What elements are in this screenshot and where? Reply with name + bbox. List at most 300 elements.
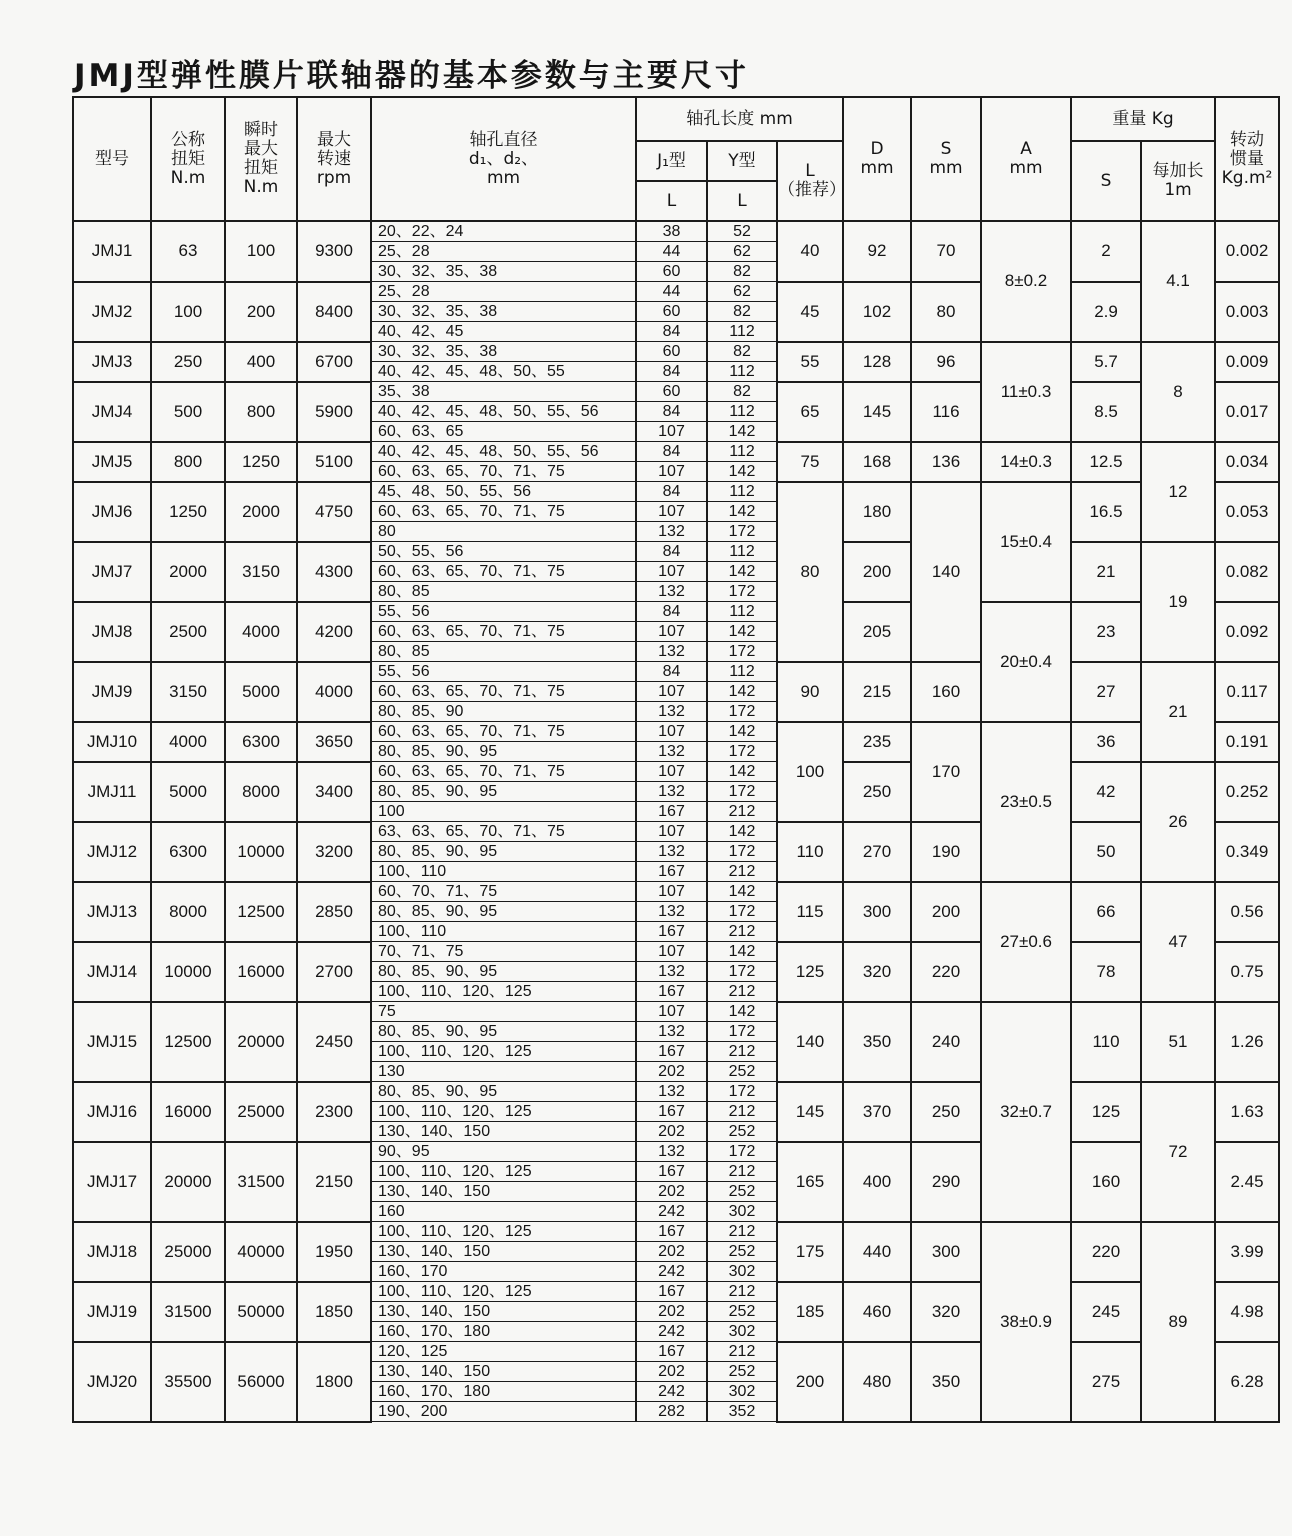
weight-S-cell: 66 [1071, 882, 1141, 942]
bore-diameter-cell: 160、170、180 [371, 1382, 636, 1402]
y-length-cell: 112 [707, 602, 777, 622]
table-row [73, 542, 1279, 562]
header-j1-L: L [636, 181, 707, 221]
D-cell: 128 [843, 342, 911, 382]
weight-per-m-cell: 47 [1141, 882, 1215, 1002]
j1-length-cell: 84 [636, 402, 707, 422]
bore-diameter-cell: 60、63、65、70、71、75 [371, 722, 636, 742]
y-length-cell: 172 [707, 642, 777, 662]
bore-diameter-cell: 100、110、120、125 [371, 982, 636, 1002]
bore-diameter-cell: 60、63、65、70、71、75 [371, 502, 636, 522]
y-length-cell: 142 [707, 882, 777, 902]
weight-per-m-cell: 8 [1141, 342, 1215, 442]
bore-diameter-cell: 60、63、65 [371, 422, 636, 442]
A-cell: 14±0.3 [981, 442, 1071, 482]
j1-length-cell: 60 [636, 382, 707, 402]
weight-S-cell: 21 [1071, 542, 1141, 602]
weight-S-cell: 16.5 [1071, 482, 1141, 542]
D-cell: 250 [843, 762, 911, 822]
weight-S-cell: 2 [1071, 221, 1141, 282]
L-recommended-cell: 140 [777, 1002, 843, 1082]
weight-S-cell: 8.5 [1071, 382, 1141, 442]
peak-torque-cell: 8000 [225, 762, 297, 822]
weight-S-cell: 160 [1071, 1142, 1141, 1222]
bore-diameter-cell: 60、63、65、70、71、75 [371, 462, 636, 482]
bore-diameter-cell: 100、110、120、125 [371, 1222, 636, 1242]
j1-length-cell: 132 [636, 1022, 707, 1042]
header-j1-type: J₁型 [636, 141, 707, 181]
L-recommended-cell: 110 [777, 822, 843, 882]
inertia-cell: 0.003 [1215, 282, 1279, 342]
peak-torque-cell: 12500 [225, 882, 297, 942]
bore-diameter-cell: 80、85、90、95 [371, 962, 636, 982]
nominal-torque-cell: 800 [151, 442, 225, 482]
A-cell: 15±0.4 [981, 482, 1071, 602]
weight-S-cell: 23 [1071, 602, 1141, 662]
j1-length-cell: 84 [636, 602, 707, 622]
S-cell: 160 [911, 662, 981, 722]
j1-length-cell: 107 [636, 722, 707, 742]
y-length-cell: 142 [707, 462, 777, 482]
peak-torque-cell: 1250 [225, 442, 297, 482]
bore-diameter-cell: 70、71、75 [371, 942, 636, 962]
weight-per-m-cell: 4.1 [1141, 221, 1215, 342]
L-recommended-cell: 55 [777, 342, 843, 382]
j1-length-cell: 167 [636, 802, 707, 822]
L-recommended-cell: 185 [777, 1282, 843, 1342]
y-length-cell: 302 [707, 1262, 777, 1282]
y-length-cell: 142 [707, 762, 777, 782]
j1-length-cell: 242 [636, 1382, 707, 1402]
weight-S-cell: 36 [1071, 722, 1141, 762]
weight-S-cell: 220 [1071, 1222, 1141, 1282]
table-row [73, 482, 1279, 502]
j1-length-cell: 202 [636, 1122, 707, 1142]
j1-length-cell: 107 [636, 762, 707, 782]
inertia-cell: 0.191 [1215, 722, 1279, 762]
inertia-cell: 0.002 [1215, 221, 1279, 282]
j1-length-cell: 107 [636, 682, 707, 702]
model-cell: JMJ12 [73, 822, 151, 882]
S-cell: 190 [911, 822, 981, 882]
nominal-torque-cell: 100 [151, 282, 225, 342]
j1-length-cell: 132 [636, 902, 707, 922]
y-length-cell: 62 [707, 242, 777, 262]
table-header [73, 97, 1279, 221]
bore-diameter-cell: 100、110、120、125 [371, 1162, 636, 1182]
nominal-torque-cell: 16000 [151, 1082, 225, 1142]
j1-length-cell: 132 [636, 582, 707, 602]
y-length-cell: 82 [707, 262, 777, 282]
bore-diameter-cell: 130、140、150 [371, 1242, 636, 1262]
bore-diameter-cell: 130、140、150 [371, 1362, 636, 1382]
A-cell: 27±0.6 [981, 882, 1071, 1002]
y-length-cell: 142 [707, 1002, 777, 1022]
bore-diameter-cell: 63、63、65、70、71、75 [371, 822, 636, 842]
max-speed-cell: 3650 [297, 722, 371, 762]
y-length-cell: 212 [707, 862, 777, 882]
max-speed-cell: 5100 [297, 442, 371, 482]
j1-length-cell: 202 [636, 1182, 707, 1202]
j1-length-cell: 107 [636, 1002, 707, 1022]
y-length-cell: 212 [707, 1102, 777, 1122]
j1-length-cell: 167 [636, 1222, 707, 1242]
max-speed-cell: 1800 [297, 1342, 371, 1422]
weight-S-cell: 125 [1071, 1082, 1141, 1142]
model-cell: JMJ2 [73, 282, 151, 342]
j1-length-cell: 132 [636, 702, 707, 722]
y-length-cell: 352 [707, 1402, 777, 1422]
model-cell: JMJ16 [73, 1082, 151, 1142]
y-length-cell: 112 [707, 482, 777, 502]
L-recommended-cell: 80 [777, 482, 843, 662]
nominal-torque-cell: 20000 [151, 1142, 225, 1222]
A-cell: 38±0.9 [981, 1222, 1071, 1422]
j1-length-cell: 60 [636, 262, 707, 282]
table-row [73, 1082, 1279, 1102]
bore-diameter-cell: 100 [371, 802, 636, 822]
bore-diameter-cell: 60、63、65、70、71、75 [371, 682, 636, 702]
D-cell: 460 [843, 1282, 911, 1342]
y-length-cell: 142 [707, 942, 777, 962]
max-speed-cell: 1950 [297, 1222, 371, 1282]
model-cell: JMJ19 [73, 1282, 151, 1342]
D-cell: 200 [843, 542, 911, 602]
bore-diameter-cell: 130 [371, 1062, 636, 1082]
y-length-cell: 142 [707, 422, 777, 442]
S-cell: 240 [911, 1002, 981, 1082]
D-cell: 400 [843, 1142, 911, 1222]
S-cell: 220 [911, 942, 981, 1002]
bore-diameter-cell: 30、32、35、38 [371, 262, 636, 282]
parameter-table-container [72, 96, 1278, 1423]
weight-per-m-cell: 12 [1141, 442, 1215, 542]
bore-diameter-cell: 60、63、65、70、71、75 [371, 622, 636, 642]
j1-length-cell: 242 [636, 1322, 707, 1342]
model-cell: JMJ3 [73, 342, 151, 382]
j1-length-cell: 107 [636, 422, 707, 442]
D-cell: 440 [843, 1222, 911, 1282]
table-row [73, 1282, 1279, 1302]
y-length-cell: 172 [707, 842, 777, 862]
weight-S-cell: 42 [1071, 762, 1141, 822]
inertia-cell: 1.63 [1215, 1082, 1279, 1142]
bore-diameter-cell: 30、32、35、38 [371, 302, 636, 322]
j1-length-cell: 60 [636, 302, 707, 322]
table-row [73, 342, 1279, 362]
header-peak-torque: 瞬时 最大 扭矩 N.m [225, 97, 297, 221]
A-cell: 23±0.5 [981, 722, 1071, 882]
bore-diameter-cell: 160、170 [371, 1262, 636, 1282]
D-cell: 145 [843, 382, 911, 442]
S-cell: 300 [911, 1222, 981, 1282]
j1-length-cell: 202 [636, 1362, 707, 1382]
y-length-cell: 212 [707, 982, 777, 1002]
peak-torque-cell: 40000 [225, 1222, 297, 1282]
bore-diameter-cell: 90、95 [371, 1142, 636, 1162]
nominal-torque-cell: 250 [151, 342, 225, 382]
S-cell: 250 [911, 1082, 981, 1142]
y-length-cell: 112 [707, 542, 777, 562]
peak-torque-cell: 20000 [225, 1002, 297, 1082]
y-length-cell: 52 [707, 221, 777, 242]
inertia-cell: 2.45 [1215, 1142, 1279, 1222]
header-y-type: Y型 [707, 141, 777, 181]
y-length-cell: 172 [707, 582, 777, 602]
inertia-cell: 0.009 [1215, 342, 1279, 382]
header-nominal-torque: 公称 扭矩 N.m [151, 97, 225, 221]
model-cell: JMJ11 [73, 762, 151, 822]
L-recommended-cell: 175 [777, 1222, 843, 1282]
j1-length-cell: 282 [636, 1402, 707, 1422]
peak-torque-cell: 400 [225, 342, 297, 382]
nominal-torque-cell: 2000 [151, 542, 225, 602]
L-recommended-cell: 40 [777, 221, 843, 282]
S-cell: 70 [911, 221, 981, 282]
inertia-cell: 0.017 [1215, 382, 1279, 442]
D-cell: 320 [843, 942, 911, 1002]
table-body [73, 221, 1279, 1422]
L-recommended-cell: 165 [777, 1142, 843, 1222]
max-speed-cell: 3400 [297, 762, 371, 822]
max-speed-cell: 2300 [297, 1082, 371, 1142]
y-length-cell: 302 [707, 1382, 777, 1402]
j1-length-cell: 167 [636, 982, 707, 1002]
nominal-torque-cell: 2500 [151, 602, 225, 662]
L-recommended-cell: 90 [777, 662, 843, 722]
weight-S-cell: 275 [1071, 1342, 1141, 1422]
j1-length-cell: 167 [636, 862, 707, 882]
L-recommended-cell: 100 [777, 722, 843, 822]
L-recommended-cell: 75 [777, 442, 843, 482]
bore-diameter-cell: 80、85、90、95 [371, 782, 636, 802]
nominal-torque-cell: 63 [151, 221, 225, 282]
bore-diameter-cell: 40、42、45、48、50、55、56 [371, 442, 636, 462]
y-length-cell: 172 [707, 962, 777, 982]
bore-diameter-cell: 130、140、150 [371, 1182, 636, 1202]
L-recommended-cell: 65 [777, 382, 843, 442]
j1-length-cell: 38 [636, 221, 707, 242]
A-cell: 8±0.2 [981, 221, 1071, 342]
inertia-cell: 4.98 [1215, 1282, 1279, 1342]
bore-diameter-cell: 100、110、120、125 [371, 1102, 636, 1122]
y-length-cell: 142 [707, 562, 777, 582]
j1-length-cell: 84 [636, 482, 707, 502]
max-speed-cell: 9300 [297, 221, 371, 282]
bore-diameter-cell: 80、85 [371, 582, 636, 602]
inertia-cell: 0.092 [1215, 602, 1279, 662]
y-length-cell: 212 [707, 802, 777, 822]
j1-length-cell: 132 [636, 782, 707, 802]
header-weight-S: S [1071, 141, 1141, 221]
table-row [73, 221, 1279, 242]
table-row [73, 662, 1279, 682]
y-length-cell: 252 [707, 1182, 777, 1202]
y-length-cell: 252 [707, 1122, 777, 1142]
y-length-cell: 212 [707, 1282, 777, 1302]
bore-diameter-cell: 100、110 [371, 862, 636, 882]
weight-per-m-cell: 19 [1141, 542, 1215, 662]
peak-torque-cell: 31500 [225, 1142, 297, 1222]
nominal-torque-cell: 10000 [151, 942, 225, 1002]
j1-length-cell: 44 [636, 282, 707, 302]
inertia-cell: 0.034 [1215, 442, 1279, 482]
table-row [73, 822, 1279, 842]
A-cell: 11±0.3 [981, 342, 1071, 442]
inertia-cell: 0.082 [1215, 542, 1279, 602]
nominal-torque-cell: 35500 [151, 1342, 225, 1422]
weight-per-m-cell: 51 [1141, 1002, 1215, 1082]
A-cell: 20±0.4 [981, 602, 1071, 722]
j1-length-cell: 132 [636, 742, 707, 762]
table-row [73, 722, 1279, 742]
model-cell: JMJ9 [73, 662, 151, 722]
header-D: D mm [843, 97, 911, 221]
header-inertia: 转动 惯量 Kg.m² [1215, 97, 1279, 221]
max-speed-cell: 1850 [297, 1282, 371, 1342]
weight-S-cell: 2.9 [1071, 282, 1141, 342]
j1-length-cell: 167 [636, 1042, 707, 1062]
model-cell: JMJ18 [73, 1222, 151, 1282]
bore-diameter-cell: 100、110、120、125 [371, 1042, 636, 1062]
nominal-torque-cell: 25000 [151, 1222, 225, 1282]
nominal-torque-cell: 8000 [151, 882, 225, 942]
j1-length-cell: 132 [636, 842, 707, 862]
peak-torque-cell: 100 [225, 221, 297, 282]
y-length-cell: 252 [707, 1062, 777, 1082]
S-cell: 320 [911, 1282, 981, 1342]
bore-diameter-cell: 190、200 [371, 1402, 636, 1422]
bore-diameter-cell: 20、22、24 [371, 221, 636, 242]
y-length-cell: 142 [707, 822, 777, 842]
nominal-torque-cell: 5000 [151, 762, 225, 822]
model-cell: JMJ20 [73, 1342, 151, 1422]
model-cell: JMJ7 [73, 542, 151, 602]
peak-torque-cell: 800 [225, 382, 297, 442]
j1-length-cell: 84 [636, 322, 707, 342]
y-length-cell: 212 [707, 1342, 777, 1362]
j1-length-cell: 107 [636, 562, 707, 582]
L-recommended-cell: 200 [777, 1342, 843, 1422]
bore-diameter-cell: 40、42、45、48、50、55 [371, 362, 636, 382]
D-cell: 370 [843, 1082, 911, 1142]
model-cell: JMJ15 [73, 1002, 151, 1082]
max-speed-cell: 2850 [297, 882, 371, 942]
j1-length-cell: 84 [636, 442, 707, 462]
D-cell: 102 [843, 282, 911, 342]
weight-S-cell: 5.7 [1071, 342, 1141, 382]
inertia-cell: 0.117 [1215, 662, 1279, 722]
peak-torque-cell: 56000 [225, 1342, 297, 1422]
bore-diameter-cell: 50、55、56 [371, 542, 636, 562]
y-length-cell: 172 [707, 742, 777, 762]
inertia-cell: 0.053 [1215, 482, 1279, 542]
bore-diameter-cell: 80、85、90、95 [371, 1022, 636, 1042]
y-length-cell: 82 [707, 382, 777, 402]
peak-torque-cell: 16000 [225, 942, 297, 1002]
j1-length-cell: 202 [636, 1302, 707, 1322]
max-speed-cell: 2700 [297, 942, 371, 1002]
max-speed-cell: 4200 [297, 602, 371, 662]
max-speed-cell: 3200 [297, 822, 371, 882]
y-length-cell: 172 [707, 902, 777, 922]
header-A: A mm [981, 97, 1071, 221]
D-cell: 180 [843, 482, 911, 542]
weight-per-m-cell: 89 [1141, 1222, 1215, 1422]
j1-length-cell: 167 [636, 1162, 707, 1182]
j1-length-cell: 107 [636, 942, 707, 962]
bore-diameter-cell: 45、48、50、55、56 [371, 482, 636, 502]
nominal-torque-cell: 6300 [151, 822, 225, 882]
inertia-cell: 0.349 [1215, 822, 1279, 882]
bore-diameter-cell: 60、63、65、70、71、75 [371, 762, 636, 782]
bore-diameter-cell: 55、56 [371, 602, 636, 622]
D-cell: 235 [843, 722, 911, 762]
table-row [73, 602, 1279, 622]
table-row [73, 442, 1279, 462]
peak-torque-cell: 3150 [225, 542, 297, 602]
weight-S-cell: 245 [1071, 1282, 1141, 1342]
header-max-speed: 最大 转速 rpm [297, 97, 371, 221]
y-length-cell: 302 [707, 1202, 777, 1222]
model-cell: JMJ13 [73, 882, 151, 942]
table-row [73, 1142, 1279, 1162]
y-length-cell: 112 [707, 322, 777, 342]
j1-length-cell: 242 [636, 1202, 707, 1222]
y-length-cell: 112 [707, 362, 777, 382]
bore-diameter-cell: 80、85、90、95 [371, 1082, 636, 1102]
y-length-cell: 112 [707, 442, 777, 462]
model-cell: JMJ6 [73, 482, 151, 542]
y-length-cell: 172 [707, 702, 777, 722]
S-cell: 96 [911, 342, 981, 382]
j1-length-cell: 107 [636, 822, 707, 842]
y-length-cell: 62 [707, 282, 777, 302]
y-length-cell: 302 [707, 1322, 777, 1342]
y-length-cell: 252 [707, 1302, 777, 1322]
bore-diameter-cell: 120、125 [371, 1342, 636, 1362]
page-title: JMJ型弹性膜片联轴器的基本参数与主要尺寸 [74, 58, 749, 94]
D-cell: 205 [843, 602, 911, 662]
bore-diameter-cell: 25、28 [371, 242, 636, 262]
max-speed-cell: 8400 [297, 282, 371, 342]
j1-length-cell: 107 [636, 462, 707, 482]
peak-torque-cell: 6300 [225, 722, 297, 762]
j1-length-cell: 132 [636, 1082, 707, 1102]
y-length-cell: 82 [707, 302, 777, 322]
j1-length-cell: 60 [636, 342, 707, 362]
j1-length-cell: 107 [636, 502, 707, 522]
D-cell: 480 [843, 1342, 911, 1422]
weight-S-cell: 50 [1071, 822, 1141, 882]
y-length-cell: 172 [707, 1082, 777, 1102]
peak-torque-cell: 200 [225, 282, 297, 342]
bore-diameter-cell: 80、85、90、95 [371, 742, 636, 762]
y-length-cell: 172 [707, 522, 777, 542]
S-cell: 200 [911, 882, 981, 942]
model-cell: JMJ1 [73, 221, 151, 282]
model-cell: JMJ5 [73, 442, 151, 482]
y-length-cell: 252 [707, 1242, 777, 1262]
y-length-cell: 142 [707, 502, 777, 522]
table-row [73, 282, 1279, 302]
bore-diameter-cell: 25、28 [371, 282, 636, 302]
bore-diameter-cell: 35、38 [371, 382, 636, 402]
j1-length-cell: 107 [636, 622, 707, 642]
bore-diameter-cell: 80、85、90 [371, 702, 636, 722]
y-length-cell: 142 [707, 622, 777, 642]
bore-diameter-cell: 100、110、120、125 [371, 1282, 636, 1302]
